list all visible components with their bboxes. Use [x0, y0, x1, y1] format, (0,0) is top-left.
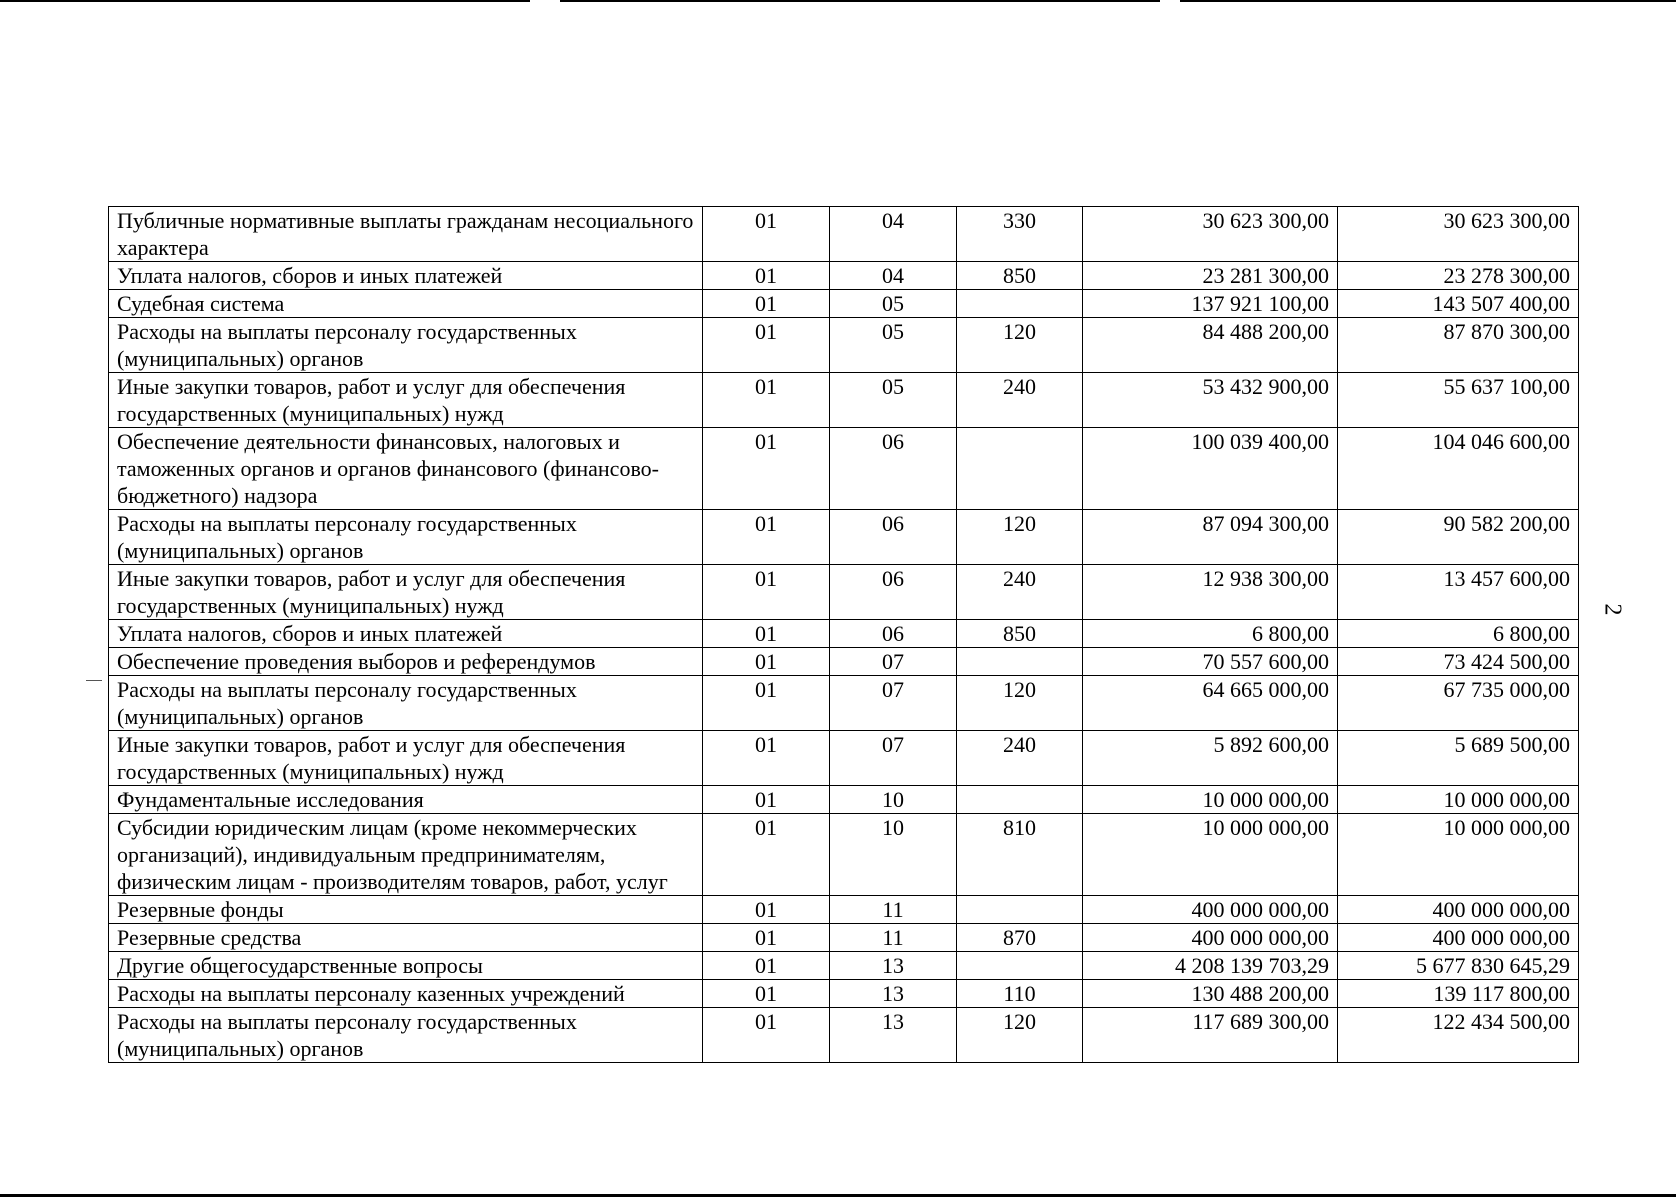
row-subsection-code: 13 [830, 980, 957, 1008]
row-amount-year1: 117 689 300,00 [1083, 1008, 1338, 1063]
row-amount-year1: 10 000 000,00 [1083, 786, 1338, 814]
row-section-code: 01 [703, 262, 830, 290]
row-amount-year2: 139 117 800,00 [1338, 980, 1579, 1008]
table-row [109, 428, 1579, 510]
row-subsection-code: 04 [830, 262, 957, 290]
table-row [109, 676, 1579, 731]
row-subsection-code: 05 [830, 318, 957, 373]
row-amount-year2: 23 278 300,00 [1338, 262, 1579, 290]
table-row [109, 786, 1579, 814]
row-name-cell: Иные закупки товаров, работ и услуг для обеспечения государственных (муниципальных) нужд [109, 373, 703, 428]
row-section-code: 01 [703, 952, 830, 980]
row-amount-year2: 5 677 830 645,29 [1338, 952, 1579, 980]
table-row [109, 924, 1579, 952]
row-subsection-code: 10 [830, 786, 957, 814]
row-subsection-code: 11 [830, 924, 957, 952]
row-section-code: 01 [703, 1008, 830, 1063]
row-subsection-code: 06 [830, 620, 957, 648]
top-scan-edge [560, 0, 1160, 2]
table-row [109, 648, 1579, 676]
row-section-code: 01 [703, 896, 830, 924]
row-section-code: 01 [703, 207, 830, 262]
row-subsection-code: 13 [830, 1008, 957, 1063]
row-amount-year2: 30 623 300,00 [1338, 207, 1579, 262]
row-amount-year1: 137 921 100,00 [1083, 290, 1338, 318]
table-row [109, 620, 1579, 648]
row-section-code: 01 [703, 318, 830, 373]
row-section-code: 01 [703, 373, 830, 428]
row-subsection-code: 05 [830, 290, 957, 318]
row-name-cell: Уплата налогов, сборов и иных платежей [109, 620, 703, 648]
row-amount-year1: 6 800,00 [1083, 620, 1338, 648]
row-expense-type-code [957, 290, 1083, 318]
row-amount-year2: 90 582 200,00 [1338, 510, 1579, 565]
row-name-cell: Публичные нормативные выплаты гражданам несоциального характера [109, 207, 703, 262]
table-row [109, 318, 1579, 373]
row-amount-year1: 30 623 300,00 [1083, 207, 1338, 262]
row-amount-year2: 143 507 400,00 [1338, 290, 1579, 318]
row-name-cell: Фундаментальные исследования [109, 786, 703, 814]
row-name-cell: Расходы на выплаты персоналу государственных (муниципальных) органов [109, 510, 703, 565]
row-expense-type-code: 850 [957, 620, 1083, 648]
budget-table-body [109, 207, 1579, 1063]
table-row [109, 952, 1579, 980]
row-expense-type-code [957, 428, 1083, 510]
row-amount-year1: 64 665 000,00 [1083, 676, 1338, 731]
row-expense-type-code: 810 [957, 814, 1083, 896]
row-amount-year1: 53 432 900,00 [1083, 373, 1338, 428]
row-amount-year1: 4 208 139 703,29 [1083, 952, 1338, 980]
row-amount-year2: 55 637 100,00 [1338, 373, 1579, 428]
row-name-cell: Обеспечение проведения выборов и референдумов [109, 648, 703, 676]
row-section-code: 01 [703, 731, 830, 786]
row-expense-type-code [957, 952, 1083, 980]
row-expense-type-code: 850 [957, 262, 1083, 290]
row-name-cell: Расходы на выплаты персоналу казенных учреждений [109, 980, 703, 1008]
row-amount-year2: 10 000 000,00 [1338, 814, 1579, 896]
row-subsection-code: 06 [830, 565, 957, 620]
row-expense-type-code [957, 786, 1083, 814]
row-amount-year2: 13 457 600,00 [1338, 565, 1579, 620]
row-expense-type-code: 120 [957, 510, 1083, 565]
row-amount-year2: 10 000 000,00 [1338, 786, 1579, 814]
row-amount-year2: 5 689 500,00 [1338, 731, 1579, 786]
row-amount-year1: 400 000 000,00 [1083, 924, 1338, 952]
row-section-code: 01 [703, 814, 830, 896]
row-section-code: 01 [703, 924, 830, 952]
row-subsection-code: 13 [830, 952, 957, 980]
row-amount-year1: 5 892 600,00 [1083, 731, 1338, 786]
row-name-cell: Расходы на выплаты персоналу государственных (муниципальных) органов [109, 676, 703, 731]
row-section-code: 01 [703, 676, 830, 731]
row-amount-year1: 10 000 000,00 [1083, 814, 1338, 896]
row-expense-type-code: 120 [957, 318, 1083, 373]
row-expense-type-code: 240 [957, 731, 1083, 786]
table-row [109, 510, 1579, 565]
row-expense-type-code: 330 [957, 207, 1083, 262]
row-name-cell: Иные закупки товаров, работ и услуг для обеспечения государственных (муниципальных) нужд [109, 565, 703, 620]
row-amount-year1: 100 039 400,00 [1083, 428, 1338, 510]
row-subsection-code: 04 [830, 207, 957, 262]
row-subsection-code: 10 [830, 814, 957, 896]
bottom-scan-edge [0, 1194, 1676, 1197]
row-expense-type-code: 120 [957, 676, 1083, 731]
row-amount-year1: 23 281 300,00 [1083, 262, 1338, 290]
row-amount-year2: 87 870 300,00 [1338, 318, 1579, 373]
row-name-cell: Обеспечение деятельности финансовых, налоговых и таможенных органов и органов финансового (финансово-бюджетного) надзора [109, 428, 703, 510]
row-name-cell: Расходы на выплаты персоналу государственных (муниципальных) органов [109, 1008, 703, 1063]
table-row [109, 262, 1579, 290]
row-name-cell: Субсидии юридическим лицам (кроме некоммерческих организаций), индивидуальным предпринимателям, физическим лицам - производителям товаров, работ, услуг [109, 814, 703, 896]
table-row [109, 373, 1579, 428]
table-row [109, 1008, 1579, 1063]
row-amount-year2: 67 735 000,00 [1338, 676, 1579, 731]
row-name-cell: Резервные средства [109, 924, 703, 952]
row-name-cell: Иные закупки товаров, работ и услуг для обеспечения государственных (муниципальных) нужд [109, 731, 703, 786]
row-subsection-code: 06 [830, 510, 957, 565]
row-amount-year1: 130 488 200,00 [1083, 980, 1338, 1008]
row-amount-year2: 400 000 000,00 [1338, 896, 1579, 924]
row-expense-type-code: 870 [957, 924, 1083, 952]
row-subsection-code: 07 [830, 731, 957, 786]
row-expense-type-code: 240 [957, 373, 1083, 428]
row-subsection-code: 06 [830, 428, 957, 510]
page-number: 2 [1599, 603, 1626, 616]
row-name-cell: Судебная система [109, 290, 703, 318]
row-expense-type-code: 110 [957, 980, 1083, 1008]
row-amount-year2: 104 046 600,00 [1338, 428, 1579, 510]
row-section-code: 01 [703, 290, 830, 318]
row-name-cell: Резервные фонды [109, 896, 703, 924]
top-scan-edge [0, 0, 530, 2]
row-section-code: 01 [703, 980, 830, 1008]
row-amount-year2: 122 434 500,00 [1338, 1008, 1579, 1063]
row-expense-type-code: 120 [957, 1008, 1083, 1063]
row-expense-type-code [957, 896, 1083, 924]
row-amount-year2: 6 800,00 [1338, 620, 1579, 648]
row-amount-year2: 73 424 500,00 [1338, 648, 1579, 676]
row-section-code: 01 [703, 510, 830, 565]
row-amount-year1: 400 000 000,00 [1083, 896, 1338, 924]
row-amount-year1: 84 488 200,00 [1083, 318, 1338, 373]
row-expense-type-code: 240 [957, 565, 1083, 620]
table-row [109, 207, 1579, 262]
row-name-cell: Уплата налогов, сборов и иных платежей [109, 262, 703, 290]
table-row [109, 565, 1579, 620]
table-row [109, 896, 1579, 924]
row-amount-year1: 12 938 300,00 [1083, 565, 1338, 620]
row-name-cell: Расходы на выплаты персоналу государственных (муниципальных) органов [109, 318, 703, 373]
table-row [109, 980, 1579, 1008]
top-scan-edge [1180, 0, 1676, 2]
row-section-code: 01 [703, 565, 830, 620]
row-amount-year1: 70 557 600,00 [1083, 648, 1338, 676]
row-subsection-code: 11 [830, 896, 957, 924]
table-row [109, 814, 1579, 896]
row-section-code: 01 [703, 648, 830, 676]
row-section-code: 01 [703, 786, 830, 814]
row-section-code: 01 [703, 620, 830, 648]
row-name-cell: Другие общегосударственные вопросы [109, 952, 703, 980]
scan-artifact [86, 680, 102, 681]
table-row [109, 731, 1579, 786]
table-row [109, 290, 1579, 318]
row-section-code: 01 [703, 428, 830, 510]
row-amount-year1: 87 094 300,00 [1083, 510, 1338, 565]
row-subsection-code: 07 [830, 676, 957, 731]
row-subsection-code: 07 [830, 648, 957, 676]
row-amount-year2: 400 000 000,00 [1338, 924, 1579, 952]
budget-table [108, 206, 1579, 1063]
row-expense-type-code [957, 648, 1083, 676]
row-subsection-code: 05 [830, 373, 957, 428]
